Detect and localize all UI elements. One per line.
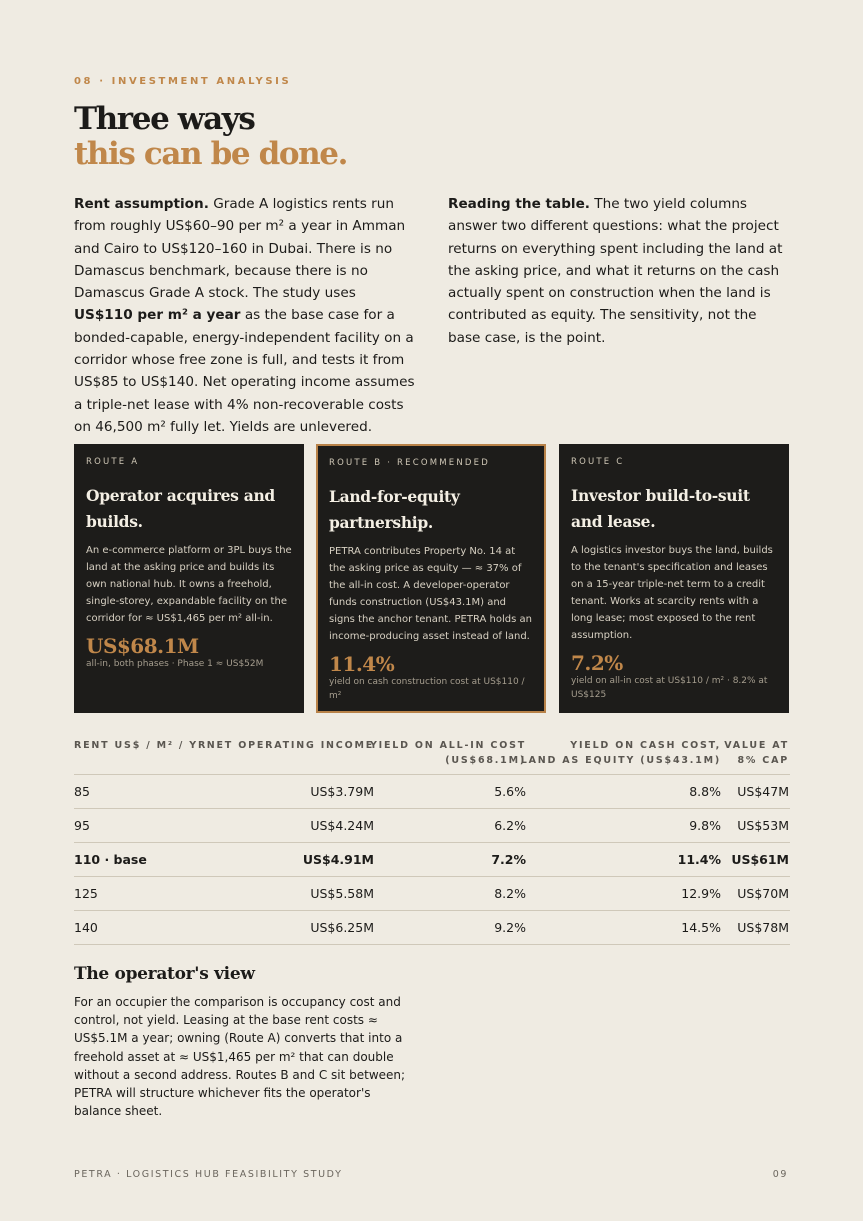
header-value-line-2: 8% CAP: [737, 755, 789, 766]
cell-value: US$53M: [737, 818, 789, 833]
reading-table-text: The two yield columns answer two different questions: what the project returns on everything spent including the land at the asking price, and what it returns on the cash actually spent on construction when the land is contributed as equity. The sensitivity, not the base case, is the point.: [448, 196, 783, 346]
rent-assumption-text-1: Grade A logistics rents run from roughly US$60–90 per m² a year in Amman and Cairo to US$120–160 in Dubai. There is no Damascus benchmark, because there is no Damascus Grade A stock. The study uses: [74, 196, 406, 302]
header-yield-all-in-line-1: YIELD ON ALL-IN COST: [369, 740, 526, 751]
header-noi-label: NET OPERATING INCOME: [206, 740, 374, 751]
route-figure-note: yield on cash construction cost at US$110 / m²: [329, 677, 525, 701]
cell-rent: 85: [74, 784, 90, 799]
route-card-b: [316, 444, 546, 713]
table-row: [74, 877, 790, 911]
route-description: PETRA contributes Property No. 14 at the asking price as equity — ≈ 37% of the all-in cost. A developer-operator funds construction (US$43.1M) and signs the anchor tenant. PETRA holds an income-producing asset instead of land.: [329, 546, 532, 642]
cell-yield-cash: 14.5%: [681, 920, 721, 935]
route-tag: ROUTE C: [571, 457, 625, 467]
route-figure-note: yield on all-in cost at US$110 / m² · 8.2% at US$125: [571, 676, 768, 700]
route-description: A logistics investor buys the land, builds to the tenant's specification and leases on a 15-year triple-net term to a credit tenant. Works at scarcity rents with a long lease; most exposed to the rent assumption.: [571, 545, 773, 641]
cell-noi: US$6.25M: [310, 920, 374, 935]
cell-noi: US$4.91M: [302, 852, 374, 867]
page-title: [74, 102, 347, 172]
cell-noi: US$4.24M: [310, 818, 374, 833]
cell-rent: 140: [74, 920, 98, 935]
header-noi: [207, 738, 374, 753]
cell-yield-all-in: 7.2%: [491, 852, 526, 867]
route-figure: 7.2%: [571, 651, 623, 675]
route-cards: [74, 444, 790, 713]
section-label: 08 · INVESTMENT ANALYSIS: [74, 76, 292, 87]
route-figure-note: all-in, both phases · Phase 1 ≈ US$52M: [86, 659, 264, 669]
cell-yield-all-in: 6.2%: [494, 818, 526, 833]
sensitivity-table: [74, 736, 790, 945]
header-value-line-1: VALUE AT: [724, 740, 789, 751]
cell-yield-all-in: 5.6%: [494, 784, 526, 799]
rent-assumption-paragraph: [74, 193, 416, 438]
route-tag: ROUTE A: [86, 457, 140, 467]
cell-rent: 110 · base: [74, 852, 147, 867]
route-card-c: [559, 444, 789, 713]
route-figure: 11.4%: [329, 652, 395, 676]
cell-noi: US$3.79M: [310, 784, 374, 799]
route-card-a: [74, 444, 304, 713]
cell-value: US$61M: [731, 852, 789, 867]
cell-value: US$47M: [737, 784, 789, 799]
table-header: [74, 736, 790, 775]
route-title: Operator acquires and builds.: [86, 486, 275, 531]
header-value: [724, 738, 789, 768]
header-yield-all-in-line-2: (US$68.1M): [445, 755, 526, 766]
reading-table-lead: Reading the table.: [448, 196, 590, 212]
cell-yield-cash: 12.9%: [681, 886, 721, 901]
cell-yield-cash: 11.4%: [677, 852, 721, 867]
cell-yield-cash: 9.8%: [689, 818, 721, 833]
cell-rent: 125: [74, 886, 98, 901]
header-yield-cash-line-1: YIELD ON CASH COST,: [570, 740, 721, 751]
header-yield-cash-line-2: LAND AS EQUITY (US$43.1M): [520, 755, 721, 766]
rent-assumption-text-2: as the base case for a bonded-capable, energy-independent facility on a corridor whose free zone is full, and tests it from US$85 to US$140. Net operating income assumes a triple-net lease with 4% non-recoverable costs on 46,500 m² fully let. Yields are unlevered.: [74, 307, 415, 435]
route-description: An e-commerce platform or 3PL buys the land at the asking price and builds its own national hub. It owns a freehold, single-storey, expandable facility on the corridor for ≈ US$1,465 per m² all-in.: [86, 545, 292, 624]
cell-value: US$70M: [737, 886, 789, 901]
cell-noi: US$5.58M: [310, 886, 374, 901]
header-rent: [74, 738, 207, 753]
header-yield-all-in: [370, 738, 526, 768]
table-row: [74, 775, 790, 809]
operator-view-heading: The operator's view: [74, 964, 255, 984]
page-title-line-1: Three ways: [74, 101, 255, 137]
footer-page-number: 09: [772, 1169, 788, 1180]
table-row: [74, 809, 790, 843]
table-row-base-case: [74, 843, 790, 877]
cell-value: US$78M: [737, 920, 789, 935]
operator-view-paragraph: For an occupier the comparison is occupancy cost and control, not yield. Leasing at the base rent costs ≈ US$5.1M a year; owning (Route A) converts that into a freehold asset at ≈ US$1,465 per m² that can double without a second address. Routes B and C sit between; PETRA will structure whichever fits the operator's balance sheet.: [74, 995, 406, 1119]
footer-document-title: PETRA · LOGISTICS HUB FEASIBILITY STUDY: [74, 1169, 343, 1180]
route-title: Investor build-to-suit and lease.: [571, 486, 750, 531]
header-rent-label: RENT US$ / M² / YR: [74, 740, 208, 751]
cell-yield-cash: 8.8%: [689, 784, 721, 799]
rent-assumption-lead: Rent assumption.: [74, 196, 209, 212]
route-tag: ROUTE B · RECOMMENDED: [329, 458, 490, 468]
header-yield-cash: [521, 738, 721, 768]
reading-table-paragraph: [448, 193, 790, 349]
page-title-line-2: this can be done.: [74, 136, 347, 172]
cell-yield-all-in: 9.2%: [494, 920, 526, 935]
route-figure: US$68.1M: [86, 634, 199, 658]
table-row: [74, 911, 790, 945]
route-title: Land-for-equity partnership.: [329, 487, 460, 532]
rent-assumption-emphasis: US$110 per m² a year: [74, 307, 241, 324]
cell-yield-all-in: 8.2%: [494, 886, 526, 901]
cell-rent: 95: [74, 818, 90, 833]
